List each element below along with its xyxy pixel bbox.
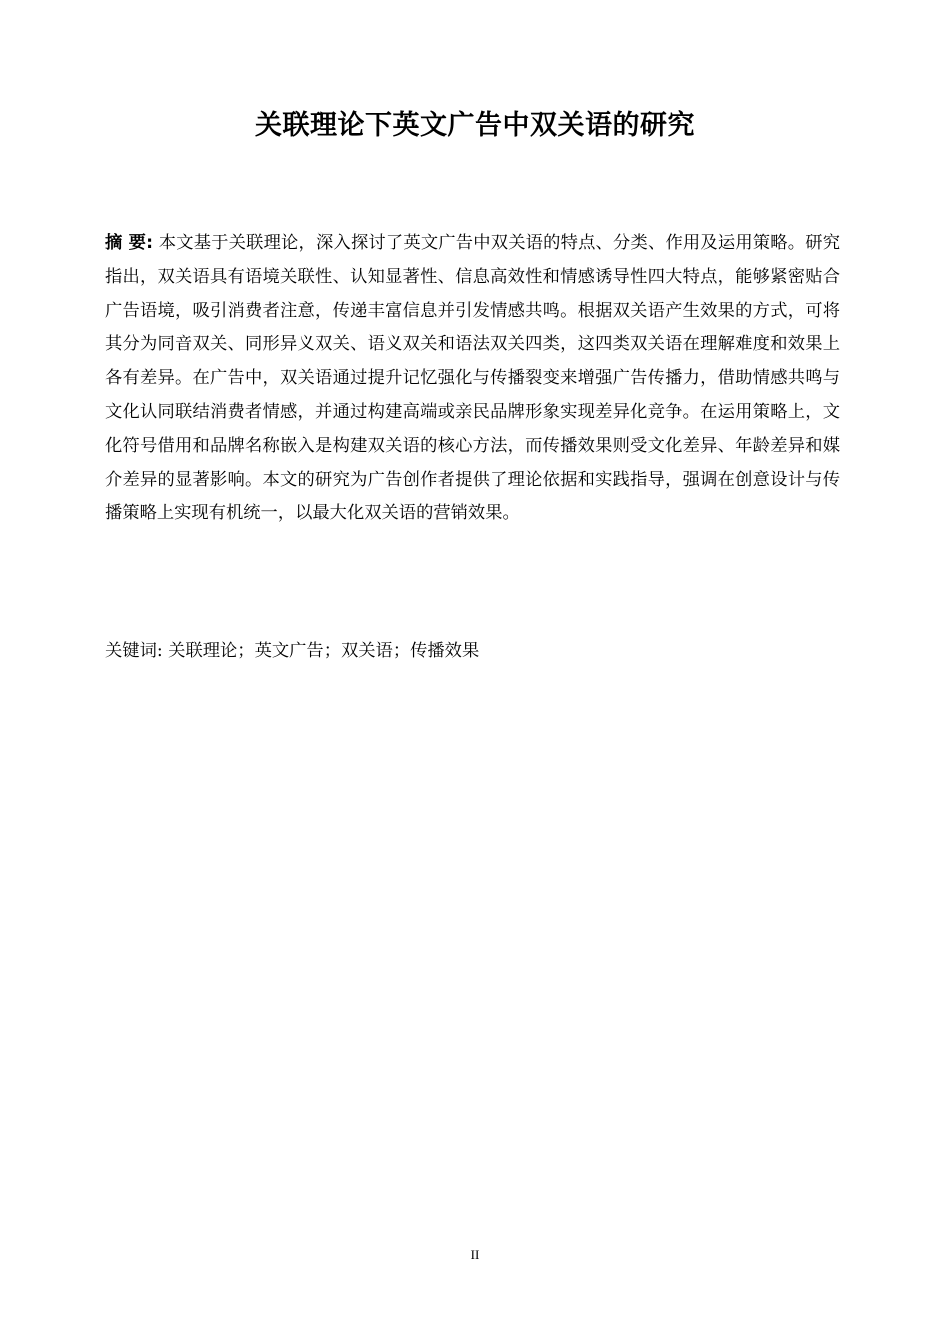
keywords-line bbox=[105, 634, 840, 668]
keywords-text: 关联理论；英文广告；双关语；传播效果 bbox=[168, 641, 480, 661]
keywords-label: 关键词: bbox=[105, 641, 163, 661]
abstract-label: 摘 要: bbox=[105, 233, 154, 253]
abstract-paragraph bbox=[105, 227, 840, 531]
page-title: 关联理论下英文广告中双关语的研究 bbox=[255, 110, 695, 141]
abstract-text: 本文基于关联理论，深入探讨了英文广告中双关语的特点、分类、作用及运用策略。研究指出，双关语具有语境关联性、认知显著性、信息高效性和情感诱导性四大特点，能够紧密贴合广告语境，吸引消费者注意，传递丰富信息并引发情感共鸣。根据双关语产生效果的方式，可将其分为同音双关、同形异义双关、语义双关和语法双关四类，这四类双关语在理解难度和效果上各有差异。在广告中，双关语通过提升记忆强化与传播裂变来增强广告传播力，借助情感共鸣与文化认同联结消费者情感，并通过构建高端或亲民品牌形象实现差异化竞争。在运用策略上，文化符号借用和品牌名称嵌入是构建双关语的核心方法，而传播效果则受文化差异、年龄差异和媒介差异的显著影响。本文的研究为广告创作者提供了理论依据和实践指导，强调在创意设计与传播策略上实现有机统一，以最大化双关语的营销效果。 bbox=[105, 233, 840, 524]
page-number: II bbox=[470, 1247, 480, 1262]
